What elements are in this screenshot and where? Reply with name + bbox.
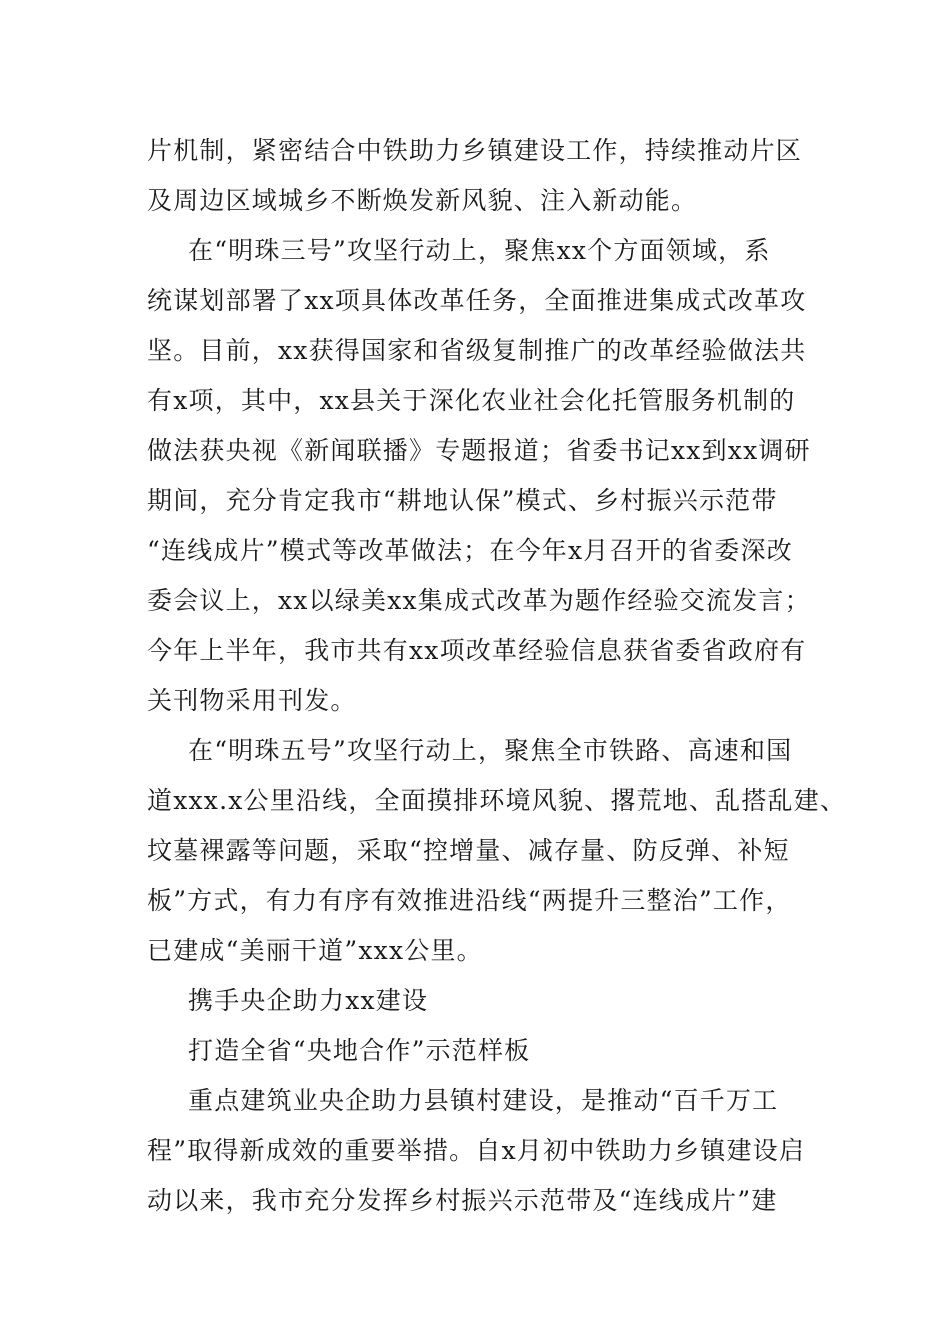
section-heading: 携手央企助力xx建设	[188, 986, 429, 1015]
text-line: “连线成片”模式等改革做法；在今年x月召开的省委深改	[147, 536, 793, 565]
text-line: 已建成“美丽干道”xxx公里。	[147, 936, 483, 965]
text-line: 片机制，紧密结合中铁助力乡镇建设工作，持续推动片区	[147, 136, 803, 165]
text-line: 统谋划部署了xx项具体改革任务，全面推进集成式改革攻	[147, 286, 807, 315]
text-line: 板”方式，有力有序有效推进沿线“两提升三整治”工作，	[147, 886, 792, 915]
text-line: 坟墓裸露等问题，采取“控增量、减存量、防反弹、补短	[147, 836, 790, 865]
text-line: 做法获央视《新闻联播》专题报道；省委书记xx到xx调研	[147, 436, 811, 465]
paragraph-first-line: 在“明珠五号”攻坚行动上，聚焦全市铁路、高速和国	[188, 736, 793, 765]
text-line: 程”取得新成效的重要举措。自x月初中铁助力乡镇建设启	[147, 1136, 806, 1165]
paragraph-first-line: 重点建筑业央企助力县镇村建设，是推动“百千万工	[188, 1086, 779, 1115]
paragraph-first-line: 在“明珠三号”攻坚行动上，聚焦xx个方面领域，系	[188, 236, 771, 265]
text-line: 今年上半年，我市共有xx项改革经验信息获省委省政府有	[147, 636, 807, 665]
text-line: 委会议上，xx以绿美xx集成式改革为题作经验交流发言；	[147, 586, 811, 615]
text-line: 道xxx.x公里沿线，全面摸排环境风貌、撂荒地、乱搭乱建、	[147, 786, 847, 815]
text-line: 关刊物采用刊发。	[147, 686, 357, 715]
section-subheading: 打造全省“央地合作”示范样板	[188, 1036, 531, 1065]
text-line: 及周边区域城乡不断焕发新风貌、注入新动能。	[147, 186, 698, 215]
text-line: 期间，充分肯定我市“耕地认保”模式、乡村振兴示范带	[147, 486, 778, 515]
text-line: 动以来，我市充分发挥乡村振兴示范带及“连线成片”建	[147, 1186, 778, 1215]
text-line: 有x项，其中，xx县关于深化农业社会化托管服务机制的	[147, 386, 796, 415]
text-line: 坚。目前，xx获得国家和省级复制推广的改革经验做法共	[147, 336, 807, 365]
